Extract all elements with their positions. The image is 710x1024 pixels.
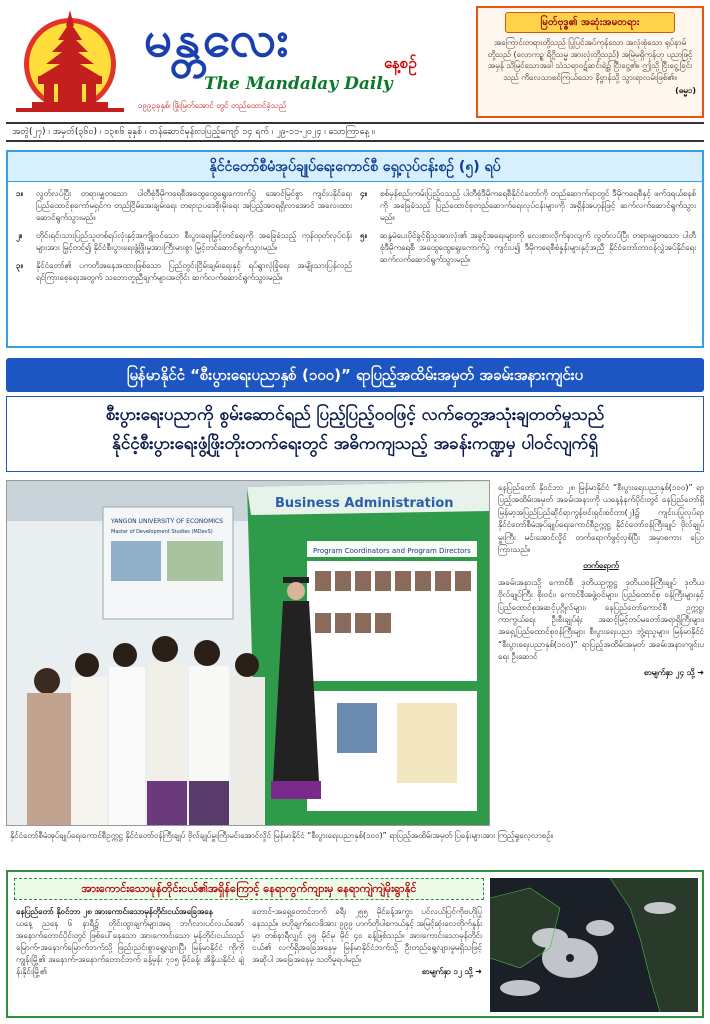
quote-source: (ဓမ္မ၁) <box>675 86 696 96</box>
banner-text: Business Administration <box>275 496 454 511</box>
weather-text: ယနေ့ ညနေ ၆ နာရီ၌ တိုင်းထွာချက်များအရ ဘင်္ဂလားပင်လယ်အော်အနောက်တောင်ပိုင်းတွင် ဖြစ်ပေါ်နေသော အားကောင်းသော မုန်တိုင်းငယ်သည် မြောက်-အနောက်မြောက်ဘက်သို့ ဖြည်းညင်းစွာရွေ့လျားပြီး မြန်မာနိုင်ငံ ကိုကိုကျွန်းမြို့၏ အနောက်-အနောက်တောင်ဘက် ခန့်မှန်း ၇၁၅ မိုင်ခန့်၊ အိန္ဒိယနိုင်ငံ ချဲန်းနိုင်းမြို့၏ <box>16 919 244 976</box>
exhibition-scene <box>7 481 490 826</box>
headline-line-2: နိုင်ငံ့စီးပွားရေးဖွံ့ဖြိုးတိုးတက်ရေးတွင် အဓိကကျသည့် အခန်းကဏ္ဍမှ ပါဝင်လျက်ရှိ <box>112 433 598 454</box>
plan-item <box>16 260 352 284</box>
article-continued-link[interactable]: စာမျက်နှာ ၂၄ သို့ ➜ <box>643 668 704 678</box>
board-title: Program Coordinators and Program Directors <box>313 547 471 555</box>
event-photo <box>6 480 490 826</box>
board-left-title: YANGON UNIVERSITY OF ECONOMICS <box>111 518 224 525</box>
headline-kicker: မြန်မာနိုင်ငံ “စီးပွားရေးပညာနှစ် (၁၀၀)” ရာပြည့်အထိမ်းအမှတ် အခမ်းအနားကျင်းပ <box>6 358 704 392</box>
plan-column-right <box>360 188 696 272</box>
paper-name: မန္တလေး <box>144 9 292 68</box>
satellite-image <box>490 878 698 1012</box>
weather-title: အားကောင်းသောမုန်တိုင်းငယ်၏အရှိန်ကြောင့် နေရာကွက်ကျားမှ နေရာကျဲကျဲမိုးရွာနိုင် <box>14 878 484 900</box>
plan-item-text: စစ်မှန်စည်းကမ်းပြည့်ဝသည့် ပါတီစုံဒီမိုကရေစီနိုင်ငံတော်ကို တည်ဆောက်ရာတွင် ဒီမိုကရေစီနှင့် ဖက်ဒရယ်စနစ်ကို အခြေခံသည့် ပြည်ထောင်စုတည်ဆောက်ရေးလုပ်ငန်းများကို အရှိန်အဟုန်ဖြင့် ဆက်လက်ဆောင်ရွက်သွားမည်။ <box>380 189 696 222</box>
plan-item-number: ၂။ <box>16 231 23 240</box>
paper-founding-note: ၁၉၉၃ခုနှစ်၊ ဖြိုးမြတ်အောင် တွင် တည်ထောင်ခဲ့သည် <box>138 101 287 110</box>
weather-subhead: နေပြည်တော် နိုဝင်ဘာ ၂၈ အားကောင်းသောမုန်တိုင်းငယ်အခြေအနေ <box>16 907 213 916</box>
article-paragraph: နေပြည်တော် နိုဝင်ဘာ ၂၈ မြန်မာနိုင်ငံ “စီးပွားရေးပညာနှစ်(၁၀၀)” ရာပြည့်အထိမ်းအမှတ် အခမ်းအနားကို ယနေ့နံနက်ပိုင်းတွင် နေပြည်တော်ရှိ မြန်မာ့အပြည်ပြည်ဆိုင်ရာကွန်ဗင်းရှင်းစင်တာ(၂)၌ ကျင်းပပြုလုပ်ရာ နိုင်ငံတော်စီမံအုပ်ချုပ်ရေးကောင်စီဥက္ကဋ္ဌ နိုင်ငံတော်ဝန်ကြီးချုပ် ဗိုလ်ချုပ်မှူးကြီး မင်းအောင်လှိုင် တက်ရောက်ဖွင့်လှစ်ပြီး အမှာစကား ပြောကြားသည်။ <box>498 483 704 554</box>
weather-continued-link[interactable]: စာမျက်နှာ ၁၂ သို့ ➜ <box>421 967 482 976</box>
plan-column-left <box>16 188 352 290</box>
headline-block <box>6 358 704 474</box>
plan-item-text: နိုင်ငံတော်၏ ပကတိအနေအထားဖြစ်သော ပြည်တွင်းငြိမ်းချမ်းရေးနှင့် ရပ်ရွာလုံခြုံရေး အမျိုးသားပြန်လည်ရင်ကြားစေ့ရေးအတွက် သဘောတူညီချက်များအတိုင်း ဆက်လက်ဆောင်ရွက်သွားမည်။ <box>36 261 352 282</box>
pagoda-logo <box>8 6 128 114</box>
headline-line-1: စီးပွားရေးပညာကို စွမ်းဆောင်ရည် ပြည့်ပြည့်ဝဝဖြင့် လက်တွေ့အသုံးချတတ်မှုသည် <box>105 405 605 425</box>
buddha-quote-box <box>476 6 704 118</box>
plan-item <box>16 188 352 224</box>
plan-item <box>16 230 352 254</box>
weather-column-left <box>16 906 244 978</box>
masthead <box>8 6 468 114</box>
headline-main <box>6 396 704 472</box>
plan-title: နိုင်ငံတော်စီမံအုပ်ချုပ်ရေးကောင်စီ ရှေ့လုပ်ငန်းစဉ် (၅) ရပ် <box>8 152 702 182</box>
paper-english-name: The Mandalay Daily <box>204 74 393 94</box>
dateline: အတွဲ(၂၇) ၊ အမှတ်(၃၆၀) ၊ ၁၃၈၆ ခုနှစ် ၊ တန်ဆောင်မုန်းလပြည့်ကျော် ၁၄ ရက် ၊ ၂၉-၁၁-၂၀၂၄ ၊ သောကြာနေ့ ။ <box>6 122 704 142</box>
plan-item <box>360 230 696 266</box>
lead-article <box>498 482 704 826</box>
plan-item-text: လွတ်လပ်ပြီး တရားမျှတသော ပါတီစုံဒီမိုကရေစီအထွေထွေရွေးကောက်ပွဲ အောင်မြင်စွာ ကျင်းပနိုင်ရေး ပြည်ထောင်စုကော်မရှင်က တည်ငြိမ်အေးချမ်းရေး တရားဥပဒေစိုးမိုးရေး အပြည့်အဝရရှိလာအောင် အလေးထားဆောင်ရွက်သွားမည်။ <box>36 189 352 222</box>
plan-item-number: ၃။ <box>16 261 23 270</box>
quote-title: မြတ်ဗုဒ္ဓ၏ အဆုံးအမတရား <box>505 12 675 33</box>
article-subhead: တက်ရောက် <box>583 561 619 571</box>
weather-text: တောင်-အရှေ့တောင်ဘက် ခရီး ၂၅၅ မိုင်ခန့်အကွာ ပင်လယ်ပြင်ကိုဗဟိုပြုနေသည်။ ဗဟိုချက်လေဖိအား ၉၉၉ ဟက်တိုပါစကယ်နှင့် အမြင့်ဆုံးလေတိုက်နှုန်းမှာ တစ်နာရီလျှင် ၃၅ မိုင်မှ မိုင် ၄၀ ခန့်ဖြစ်သည်။ အားကောင်းသောမုန်တိုင်းငယ်၏ လက်ရှိအခြေအနေမှ မြန်မာနိုင်ငံဘက်သို့ ဦးတည်ရွေ့လျားမှုမရှိသဖြင့် အဆိုပါ အခြေအနေမှ သတိမူရပါမည်။ <box>252 907 482 964</box>
five-point-plan-box <box>6 150 704 348</box>
weather-box <box>6 870 704 1018</box>
plan-item-text: တိုင်းရင်းသားပြည်သူတစ်ရပ်လုံးနှင့်အကျိုးဝင်သော စီးပွားရေးမြှင့်တင်ရေးကို အခြေခံသည့် ကုန်ထုတ်လုပ်ငန်းများအား မြှင့်တင်၍ နိုင်ငံစီးပွားရေးဖွံ့ဖြိုးမှုအားကြီးမားစွာ မြှင့်တင်ဆောင်ရွက်သွားမည်။ <box>36 231 352 252</box>
photo-caption: နိုင်ငံတော်စီမံအုပ်ချုပ်ရေးကောင်စီဥက္ကဋ္ဌ နိုင်ငံတော်ဝန်ကြီးချုပ် ဗိုလ်ချုပ်မှူးကြီးမင်းအောင်လှိုင် မြန်မာနိုင်ငံ “စီးပွားရေးပညာနှစ်(၁၀၀)” ရာပြည့်အထိမ်းအမှတ် ပြခန်းများအား ကြည့်ရှုလေ့လာစဉ်။ <box>10 831 554 840</box>
paper-edition: နေ့စဉ် <box>384 54 417 72</box>
plan-item-number: ၄။ <box>360 189 367 198</box>
weather-column-right <box>252 906 482 978</box>
plan-item-number: ၁။ <box>16 189 23 198</box>
quote-body: အကြောင်းတရားတို့သည် ပြုပြင်အပ်ကုန်သော အလုံးစုံသော ရုပ်နာမ်တို့သည် (လောကဉ္စ ရိဂ္ဂိသမ္မ အားလုံးတို့သည်) အမြဲမရှိကုန်ဟု ပညာဖြင့် အမှန် သိမြင်သောအခါ သံသရာဝဋ်ဆင်းရဲ၌ ငြီးငွေ့၏။ ဤသို့ ငြီးငွေ့ခြင်းသည် ကိလေသာစင်ကြယ်သော နိဗ္ဗာန်သို့ သွားရာလမ်းဖြစ်၏။ <box>487 38 693 82</box>
article-paragraph: အခမ်းအနားသို့ ကောင်စီ ဒုတိယဥက္ကဋ္ဌ ဒုတိယဝန်ကြီးချုပ် ဒုတိယဗိုလ်ချုပ်ကြီး စိုးဝင်း၊ ကောင်စီအဖွဲ့ဝင်များ၊ ပြည်ထောင်စု ဝန်ကြီးများနှင့် ပြည်ထောင်စုအဆင့်ပုဂ္ဂိုလ်များ၊ နေပြည်တော်ကောင်စီ ဥက္ကဋ္ဌ၊ ကာကွယ်ရေး ဦးစီးချုပ်ရုံး အဆင့်မြင့်တပ်မတော်အရာရှိကြီးများ၊ အရှေ့ပြည်ထောင်စုဝန်ကြီးများ စီးပွားရေးပညာ ဘွဲ့ရသူများ၊ မြန်မာနိုင်ငံ “စီးပွားရေးပညာနှစ်(၁၀၀)” ရာပြည့်အထိမ်းအမှတ် အခမ်းအနားကျင်းပရေး ဦးဆောင် <box>498 577 704 662</box>
satellite-map <box>490 878 698 1012</box>
plan-item <box>360 188 696 224</box>
plan-item-text: ဆန္ဒမဲပေးပိုင်ခွင့်ရှိသူအားလုံး၏ အခွင့်အရေးများကို လေးစားလိုက်နာလျက် လွတ်လပ်ပြီး တရားမျှတသော ပါတီစုံဒီမိုကရေစီ အထွေထွေရွေးကောက်ပွဲ ကျင်းပ၍ ဒီမိုကရေစီစံနှုန်းများနှင့်အညီ နိုင်ငံတော်တာဝန်လွှဲအပ်နိုင်ရေး ဆက်လက်ဆောင်ရွက်သွားမည်။ <box>380 231 696 264</box>
plan-item-number: ၅။ <box>360 231 367 240</box>
board-left-subtitle: Master of Development Studies (MDevS) <box>111 529 213 535</box>
